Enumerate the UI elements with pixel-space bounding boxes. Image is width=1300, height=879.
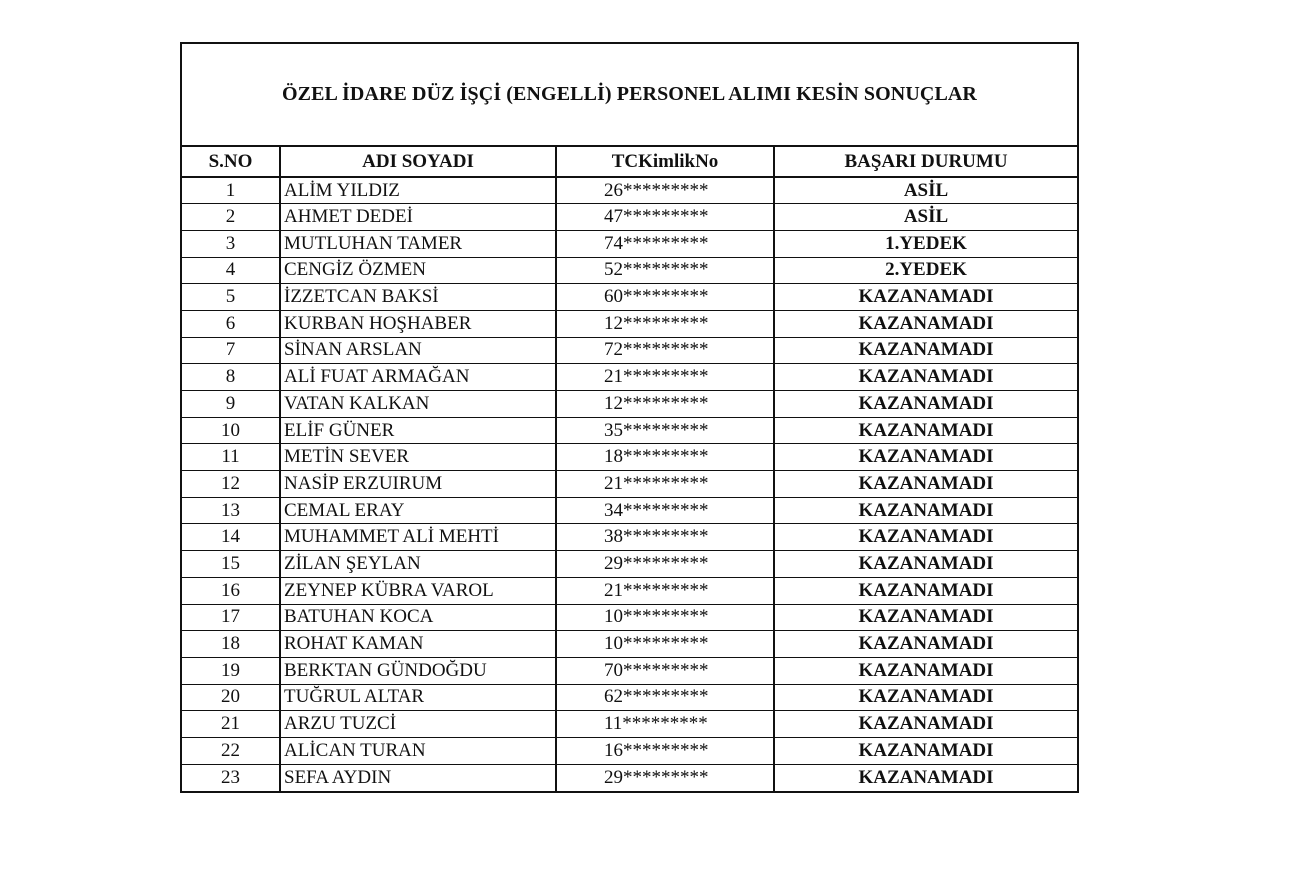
row-name: ELİF GÜNER [280,417,556,444]
row-tc-number: 35********* [556,417,774,444]
row-number: 6 [182,310,280,337]
row-result: ASİL [774,177,1077,204]
row-name: CENGİZ ÖZMEN [280,257,556,284]
row-result: KAZANAMADI [774,764,1077,791]
row-number: 19 [182,657,280,684]
table-row [182,737,1077,764]
row-name: AHMET DEDEİ [280,204,556,231]
row-tc-number: 72********* [556,337,774,364]
row-tc-number: 62********* [556,684,774,711]
row-result: KAZANAMADI [774,524,1077,551]
row-tc-number: 21********* [556,364,774,391]
row-number: 1 [182,177,280,204]
row-number: 10 [182,417,280,444]
table-row [182,577,1077,604]
row-number: 3 [182,230,280,257]
row-result: KAZANAMADI [774,631,1077,658]
table-row [182,444,1077,471]
table-row [182,284,1077,311]
row-number: 20 [182,684,280,711]
row-tc-number: 34********* [556,497,774,524]
row-number: 22 [182,737,280,764]
row-number: 2 [182,204,280,231]
row-tc-number: 11********* [556,711,774,738]
row-name: NASİP ERZUIRUM [280,471,556,498]
table-row [182,337,1077,364]
table-row [182,417,1077,444]
row-tc-number: 26********* [556,177,774,204]
results-document [180,42,1079,793]
row-name: METİN SEVER [280,444,556,471]
row-result: 1.YEDEK [774,230,1077,257]
row-result: KAZANAMADI [774,310,1077,337]
row-name: MUTLUHAN TAMER [280,230,556,257]
row-name: ALİCAN TURAN [280,737,556,764]
column-header-result: BAŞARI DURUMU [774,147,1077,177]
title-box [182,44,1077,147]
row-name: BATUHAN KOCA [280,604,556,631]
row-result: KAZANAMADI [774,604,1077,631]
column-header-tc: TCKimlikNo [556,147,774,177]
table-row [182,391,1077,418]
row-result: KAZANAMADI [774,471,1077,498]
row-tc-number: 18********* [556,444,774,471]
row-result: KAZANAMADI [774,711,1077,738]
row-tc-number: 74********* [556,230,774,257]
document-title: ÖZEL İDARE DÜZ İŞÇİ (ENGELLİ) PERSONEL ALIMI KESİN SONUÇLAR [282,83,977,105]
table-row [182,364,1077,391]
row-name: ROHAT KAMAN [280,631,556,658]
table-row [182,684,1077,711]
row-result: KAZANAMADI [774,417,1077,444]
row-number: 4 [182,257,280,284]
row-result: KAZANAMADI [774,497,1077,524]
row-result: KAZANAMADI [774,684,1077,711]
table-row [182,497,1077,524]
row-number: 16 [182,577,280,604]
row-name: VATAN KALKAN [280,391,556,418]
row-tc-number: 16********* [556,737,774,764]
table-row [182,471,1077,498]
row-result: KAZANAMADI [774,657,1077,684]
row-tc-number: 12********* [556,310,774,337]
row-name: ZEYNEP KÜBRA VAROL [280,577,556,604]
row-tc-number: 29********* [556,551,774,578]
table-row [182,524,1077,551]
row-number: 18 [182,631,280,658]
row-name: SİNAN ARSLAN [280,337,556,364]
row-name: KURBAN HOŞHABER [280,310,556,337]
table-header-row [182,147,1077,177]
table-row [182,764,1077,791]
row-number: 23 [182,764,280,791]
column-header-sno: S.NO [182,147,280,177]
table-row [182,551,1077,578]
row-result: KAZANAMADI [774,364,1077,391]
row-tc-number: 12********* [556,391,774,418]
row-name: SEFA AYDIN [280,764,556,791]
row-name: İZZETCAN BAKSİ [280,284,556,311]
row-number: 21 [182,711,280,738]
row-result: KAZANAMADI [774,551,1077,578]
row-tc-number: 60********* [556,284,774,311]
row-name: ARZU TUZCİ [280,711,556,738]
table-row [182,631,1077,658]
row-result: 2.YEDEK [774,257,1077,284]
row-tc-number: 70********* [556,657,774,684]
row-number: 7 [182,337,280,364]
row-result: KAZANAMADI [774,391,1077,418]
row-number: 11 [182,444,280,471]
row-result: KAZANAMADI [774,337,1077,364]
row-tc-number: 52********* [556,257,774,284]
row-result: KAZANAMADI [774,737,1077,764]
row-number: 8 [182,364,280,391]
row-tc-number: 10********* [556,631,774,658]
row-number: 9 [182,391,280,418]
table-row [182,711,1077,738]
row-number: 14 [182,524,280,551]
table-row [182,310,1077,337]
row-tc-number: 29********* [556,764,774,791]
table-row [182,257,1077,284]
row-number: 15 [182,551,280,578]
results-table [182,147,1077,791]
row-tc-number: 21********* [556,471,774,498]
row-tc-number: 47********* [556,204,774,231]
table-row [182,204,1077,231]
row-name: ALİ FUAT ARMAĞAN [280,364,556,391]
table-row [182,230,1077,257]
column-header-name: ADI SOYADI [280,147,556,177]
row-name: BERKTAN GÜNDOĞDU [280,657,556,684]
table-row [182,177,1077,204]
table-row [182,657,1077,684]
row-number: 12 [182,471,280,498]
row-number: 13 [182,497,280,524]
row-name: CEMAL ERAY [280,497,556,524]
row-result: KAZANAMADI [774,577,1077,604]
row-number: 5 [182,284,280,311]
row-tc-number: 38********* [556,524,774,551]
row-tc-number: 10********* [556,604,774,631]
table-row [182,604,1077,631]
row-number: 17 [182,604,280,631]
row-result: KAZANAMADI [774,444,1077,471]
row-name: ZİLAN ŞEYLAN [280,551,556,578]
row-result: KAZANAMADI [774,284,1077,311]
row-name: MUHAMMET ALİ MEHTİ [280,524,556,551]
row-tc-number: 21********* [556,577,774,604]
row-name: TUĞRUL ALTAR [280,684,556,711]
row-name: ALİM YILDIZ [280,177,556,204]
row-result: ASİL [774,204,1077,231]
